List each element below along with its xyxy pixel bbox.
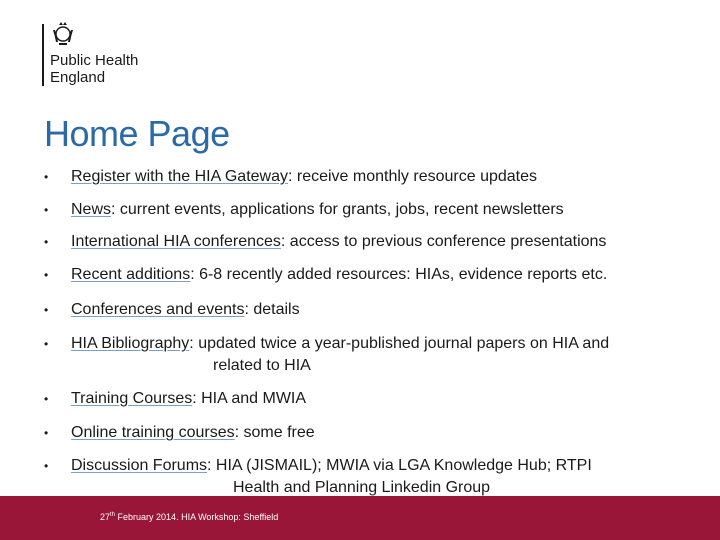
bullet-marker: • — [44, 235, 49, 249]
online-training-link[interactable]: Online training courses — [71, 424, 235, 441]
logo-line-1: Public Health — [50, 52, 139, 69]
footer-caption — [100, 512, 278, 522]
footer-rest: February 2014. HIA Workshop: Sheffield — [115, 512, 279, 522]
bibliography-link[interactable]: HIA Bibliography — [71, 335, 190, 352]
bullet-marker: • — [44, 303, 49, 317]
item-text: : HIA and MWIA — [192, 390, 307, 407]
conferences-link[interactable]: International HIA conferences — [71, 233, 281, 250]
recent-additions-link[interactable]: Recent additions — [71, 266, 191, 283]
bullet-marker: • — [44, 203, 49, 217]
item-text: : current events, applications for grants, jobs, recent newsletters — [111, 201, 564, 218]
bullet-marker: • — [44, 426, 49, 440]
phe-logo — [42, 20, 172, 90]
discussion-forums-link[interactable]: Discussion Forums — [71, 457, 208, 474]
item-text: : updated twice a year-published journal papers on HIA and — [189, 335, 610, 352]
item-text-continuation: related to HIA — [213, 357, 311, 374]
bullet-marker: • — [44, 268, 49, 282]
events-link[interactable]: Conferences and events — [71, 301, 245, 318]
logo-divider — [42, 24, 44, 86]
footer-day: 27 — [100, 512, 111, 522]
logo-wordmark — [50, 52, 138, 86]
bullet-marker: • — [44, 170, 49, 184]
item-text: : access to previous conference presentations — [280, 233, 607, 250]
page-title: Home Page — [44, 113, 230, 154]
item-text: : 6-8 recently added resources: HIAs, evidence reports etc. — [190, 266, 608, 283]
footer-bar — [0, 496, 720, 540]
item-text-continuation: Health and Planning Linkedin Group — [233, 479, 491, 496]
register-link[interactable]: Register with the HIA Gateway — [71, 168, 288, 185]
news-link[interactable]: News — [71, 201, 112, 218]
footer-ordinal: th — [110, 512, 116, 518]
logo-line-2: England — [50, 69, 106, 86]
item-text: : details — [244, 301, 300, 318]
item-text: : some free — [234, 424, 315, 441]
training-courses-link[interactable]: Training Courses — [71, 390, 193, 407]
bullet-marker: • — [44, 337, 49, 351]
bullet-marker: • — [44, 392, 49, 406]
item-text: : HIA (JISMAIL); MWIA via LGA Knowledge Hub; RTPI — [207, 457, 592, 474]
item-text: : receive monthly resource updates — [287, 168, 537, 185]
royal-crest-icon — [50, 20, 76, 46]
bullet-marker: • — [44, 459, 49, 473]
